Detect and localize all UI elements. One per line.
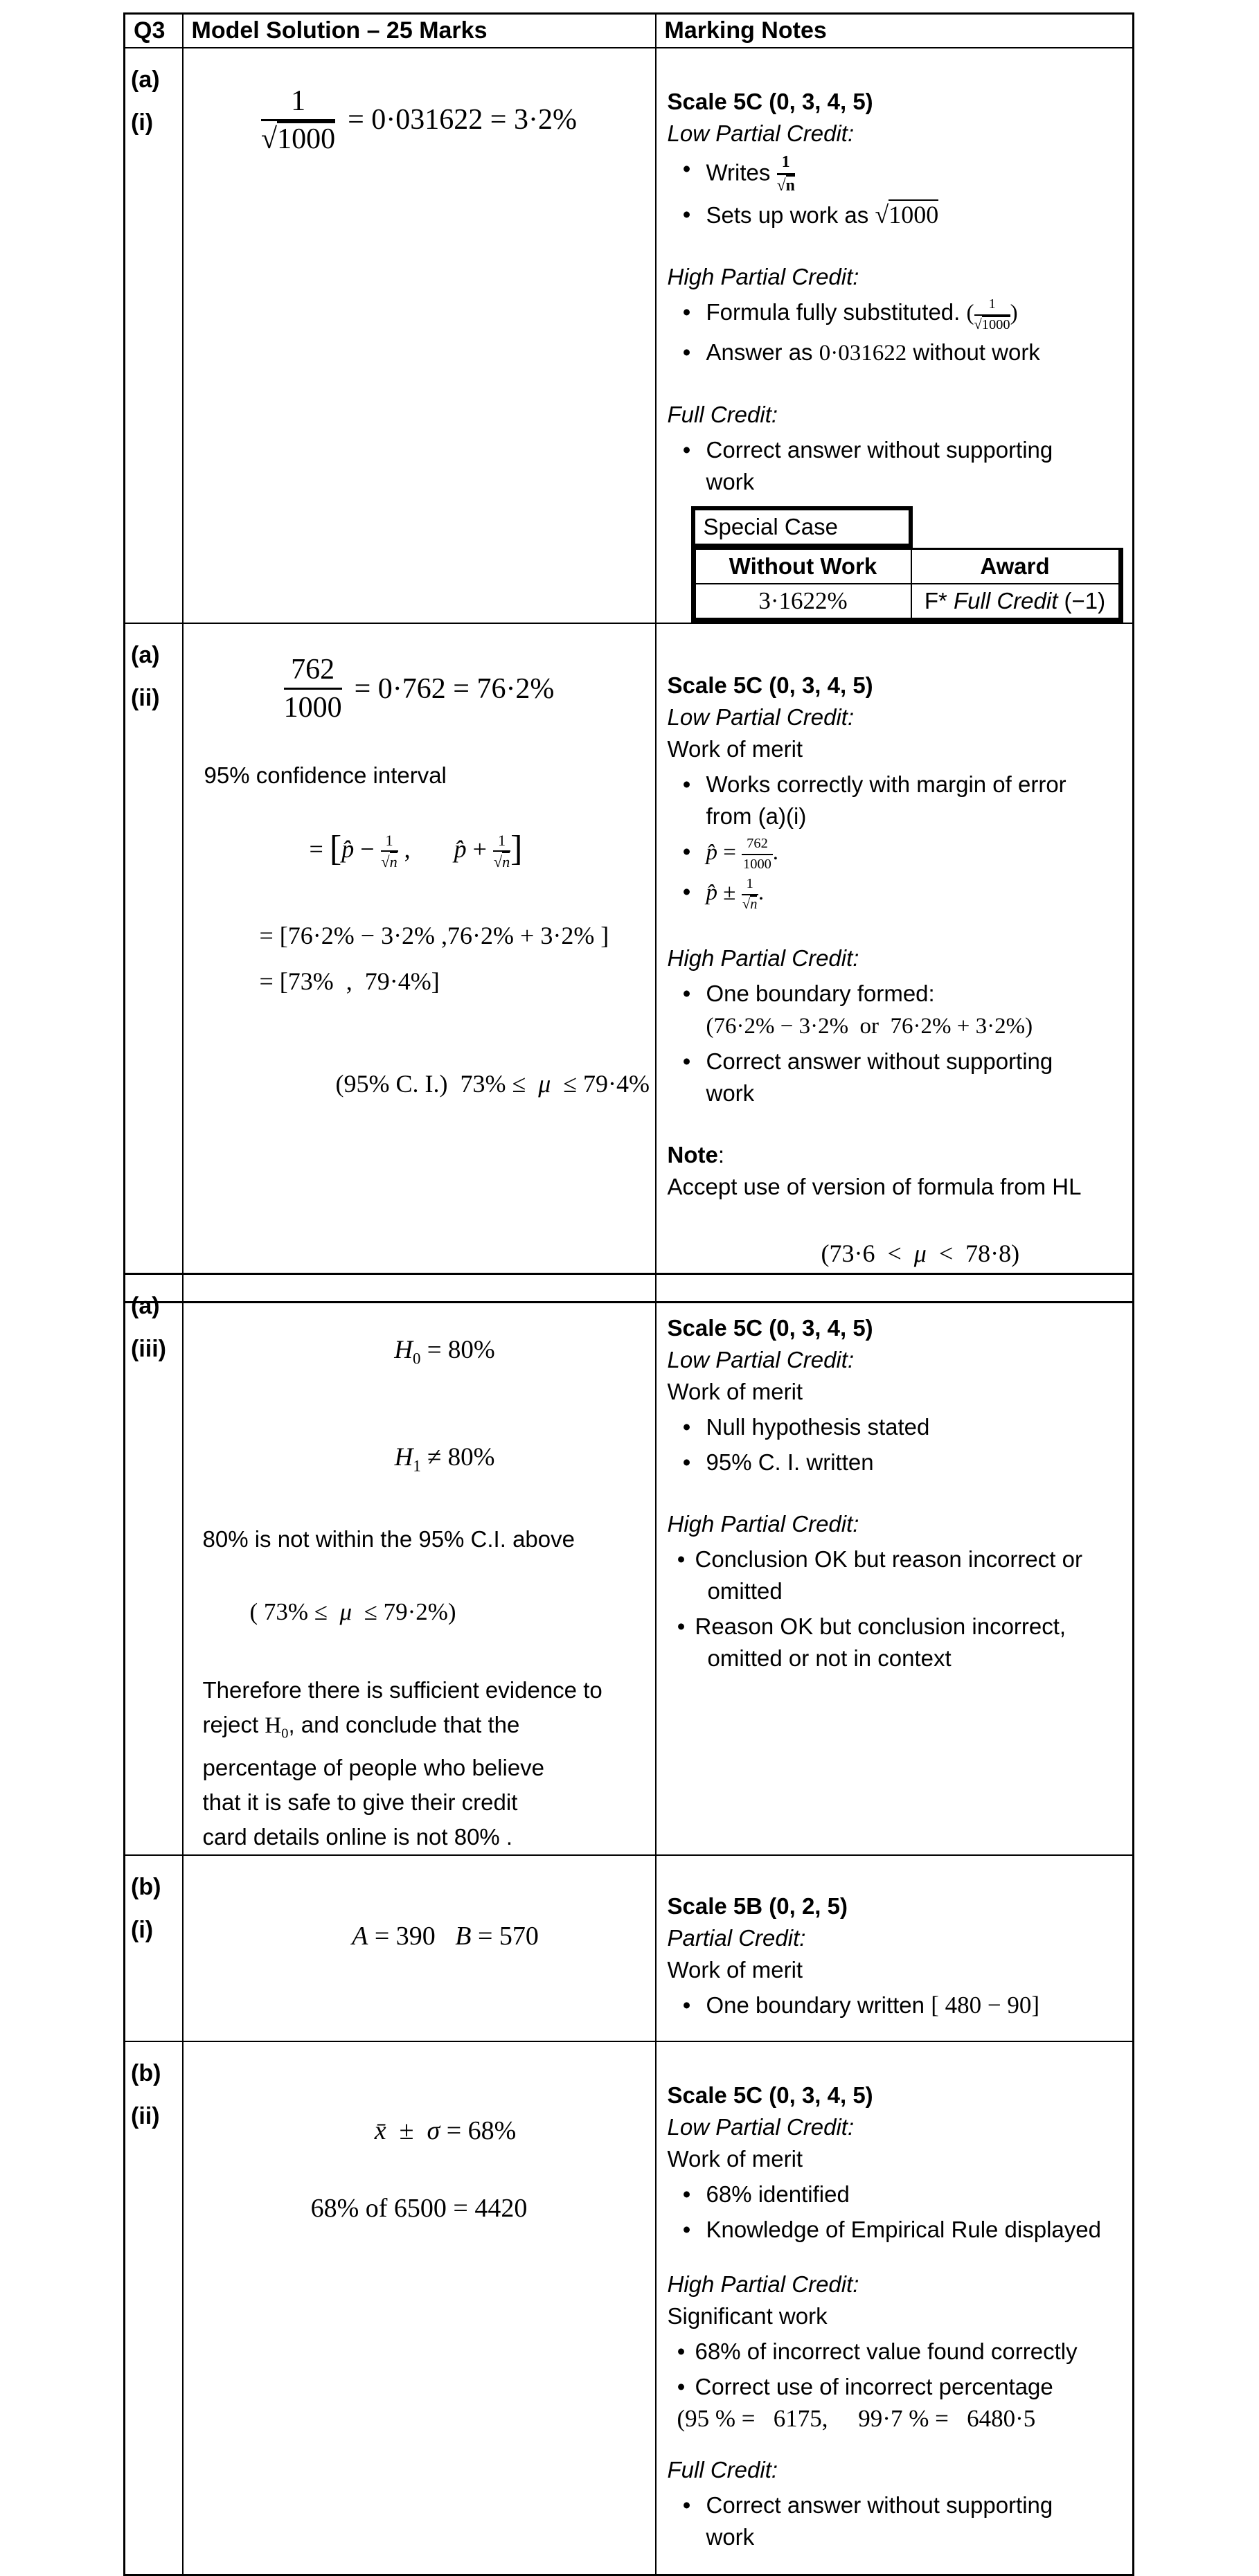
bullet-item: • Correct answer without supporting work [668,1046,1120,1109]
solution-a-ii [183,623,656,1303]
null-hypothesis: $H_0 = 80\%$ [394,1336,495,1368]
header-question-cell [125,14,183,48]
bullet-item: • One boundary written [ 480 − 90] [668,1989,1120,2021]
low-partial-credit-label: Low Partial Credit: [667,2114,855,2140]
conclusion-paragraph: Therefore there is sufficient evidence to reject $H_0$, and conclude that the percentage of people who believe that it is safe to give their credit card details online is not 80% . [202,1676,602,1850]
formula-ci-general: = [p̂ − $\frac{1}{√n}$ , p̂ + $\frac{1}{√n}$ ] [309,828,523,871]
full-credit-label: Full Credit: [667,402,778,428]
bullet-icon: • [682,879,691,905]
label-a-i: (a) (i) [125,48,183,624]
radical-sign: √ [261,123,278,155]
label-b-ii: (b) (ii) [125,2041,183,2575]
radical-sign: √ [974,316,982,332]
bullet-icon: • [682,1048,691,1075]
bullet-icon: • [682,437,691,463]
bullet-item: • p̂ ± $\frac{1}{√n}$ . [668,876,1120,913]
formula-boundaries: A = 390 B = 570 [352,1922,539,1951]
fraction: $\frac{1}{√n}$ [493,831,510,871]
bullet-icon: • [682,1449,691,1475]
row-a-ii [125,623,1134,1303]
fraction: $\frac{762}{1000}$ [283,654,342,724]
solution-a-iii [183,1274,656,1856]
header-solution-cell [183,14,656,48]
bullet-item: • Works correctly with margin of error from (a)(i) [668,769,1120,832]
label-a-iii: (a) (iii) [125,1274,183,1856]
partial-credit-label: Partial Credit: [667,1925,806,1951]
notes-a-ii [656,623,1134,1303]
bullet-icon: • [682,839,691,865]
scale-label: Scale 5C (0, 3, 4, 5) [667,1315,873,1341]
row-b-ii [125,2041,1134,2575]
low-partial-credit-label: Low Partial Credit: [667,1347,855,1372]
notes-a-i [656,48,1134,624]
formula-population-count: 68% of 6500 = 4420 [310,2194,528,2224]
formula-ci-result: = [73% , 79·4%] [259,967,440,995]
formula-ci-substituted: = [76·2% − 3·2% ,76·2% + 3·2% ] [259,922,609,949]
bullet-icon: • [682,155,691,181]
note-label: Note: [667,1142,725,1168]
radical-sign: √ [742,896,751,912]
high-partial-credit-label: High Partial Credit: [667,1511,859,1537]
work-of-merit-label: Work of merit [667,1957,803,1983]
solution-table-2 [123,1273,1134,2576]
special-case-col-award: Award [911,549,1119,584]
radical-sign: √ [493,853,503,871]
formula-proportion: $\frac{762}{1000}$ = 0·762 = 76·2% [283,654,555,724]
row-a-iii [125,1274,1134,1856]
bullet-icon: • [682,339,691,366]
bullet-icon: • [682,771,691,798]
radical-sign: √ [875,201,889,229]
special-case-title: Special Case [691,506,913,548]
scale-label: Scale 5C (0, 3, 4, 5) [667,672,873,699]
bullet-icon: • [677,2338,686,2365]
work-of-merit-label: Work of merit [667,2146,803,2172]
bullet-item: • Sets up work as √1000 [668,199,1120,231]
notes-a-iii [656,1274,1134,1856]
fraction: $\frac{1}{√1000}$ [261,84,336,155]
bullet-item: • 95% C. I. written [668,1447,1120,1478]
row-a-i [125,48,1134,624]
scale-label: Scale 5B (0, 2, 5) [667,1893,848,1920]
radical-sign: √ [776,176,786,195]
confidence-interval-label: 95% confidence interval [204,762,447,788]
bullet-icon: • [682,1992,691,2019]
high-partial-credit-label: High Partial Credit: [667,2271,859,2298]
significant-work-label: Significant work [667,2303,828,2329]
low-partial-credit-label: Low Partial Credit: [667,120,855,146]
bullet-item: • Correct answer without supporting work [668,434,1120,498]
bullet-item: • Writes $\frac{1}{√n}$ [668,153,1120,196]
ci-check-statement: 80% is not within the 95% C.I. above [202,1526,575,1552]
formula-a-i: $\frac{1}{√1000}$ = 0·031622 = 3·2% [261,84,577,155]
bullet-icon: • [682,299,691,325]
high-partial-credit-label: High Partial Credit: [667,264,859,290]
solution-b-i [183,1855,656,2041]
special-case-col-without-work: Without Work [695,549,911,584]
question-number: Q3 [134,17,166,44]
label-b-i: (b) (i) [125,1855,183,2041]
bullet-item: • 68% of incorrect value found correctly [668,2336,1120,2368]
bullet-item: • p̂ = $\frac{762}{1000}$ . [668,836,1120,873]
header-row [125,14,1134,48]
bullet-item: • 68% identified [668,2179,1120,2210]
header-notes-cell [656,14,1134,48]
special-case-award: F* Full Credit (−1) [911,584,1119,618]
sqrt-expression: √1000 [875,201,939,229]
notes-b-ii [656,2041,1134,2575]
notes-b-i [656,1855,1134,2041]
bullet-item: • Correct answer without supporting work [668,2489,1120,2553]
bullet-item: • Formula fully substituted. ( $\frac{1}{√1000}$ ) [668,296,1120,333]
full-credit-label: Full Credit: [667,2457,778,2483]
formula-empirical-rule: x̄ ± σ = 68% [374,2116,517,2146]
radical-sign: √ [381,853,390,871]
ci-range: ( 73% ≤ μ ≤ 79·2%) [249,1598,456,1625]
note-formula: (73·6 < μ < 78·8) [821,1240,1020,1268]
fraction: $\frac{1}{√n}$ [381,831,398,871]
bullet-icon: • [677,2374,686,2400]
high-partial-credit-label: High Partial Credit: [667,945,859,972]
fraction: $\frac{1}{√1000}$ [974,296,1010,332]
low-partial-credit-label: Low Partial Credit: [667,704,855,731]
bullet-icon: • [682,2181,691,2208]
row-b-i [125,1855,1134,2041]
bullet-icon: • [682,2217,691,2243]
alt-hypothesis: $H_1 \ne 80\%$ [394,1443,495,1475]
scale-label: Scale 5C (0, 3, 4, 5) [667,2082,873,2109]
bullet-item: • Conclusion OK but reason incorrect or omitted [668,1544,1120,1607]
solution-a-i [183,48,656,624]
notes-column-title: Marking Notes [664,17,827,44]
fraction: $\frac{1}{√n}$ [776,152,795,195]
incorrect-percentage-values: (95 % = 6175, 99·7 % = 6480·5 [677,2405,1036,2433]
bullet-item: • Knowledge of Empirical Rule displayed [668,2214,1120,2246]
bullet-item: • Reason OK but conclusion incorrect, omitted or not in context [668,1611,1120,1674]
bullet-icon: • [682,2492,691,2519]
bullet-icon: • [682,1414,691,1440]
work-of-merit-label: Work of merit [667,736,803,762]
special-case-table [691,506,1123,623]
scale-label: Scale 5C (0, 3, 4, 5) [667,88,873,114]
special-case-value: 3·1622% [695,584,911,618]
fraction: $\frac{1}{√n}$ [742,876,758,912]
work-of-merit-label: Work of merit [667,1379,803,1404]
bullet-item: • One boundary formed: (76·2% − 3·2% or 76·2% + 3·2%) [668,978,1120,1042]
label-a-ii: (a) (ii) [125,623,183,1303]
bullet-item: • Answer as 0·031622 without work [668,337,1120,369]
fraction: $\frac{762}{1000}$ [743,836,771,872]
bullet-icon: • [682,981,691,1007]
bullet-icon: • [677,1546,686,1572]
bullet-item: • Null hypothesis stated [668,1411,1120,1443]
solution-table-1 [123,12,1134,1303]
solution-column-title: Model Solution – 25 Marks [191,17,488,44]
formula-ci-statement: (95% C. I.) 73% ≤ μ ≤ 79·4% [335,1070,650,1098]
solution-b-ii [183,2041,656,2575]
note-body: Accept use of version of formula from HL [667,1174,1082,1200]
bullet-icon: • [677,1613,686,1639]
bullet-item: • Correct use of incorrect percentage [668,2371,1120,2403]
bullet-icon: • [682,202,691,228]
